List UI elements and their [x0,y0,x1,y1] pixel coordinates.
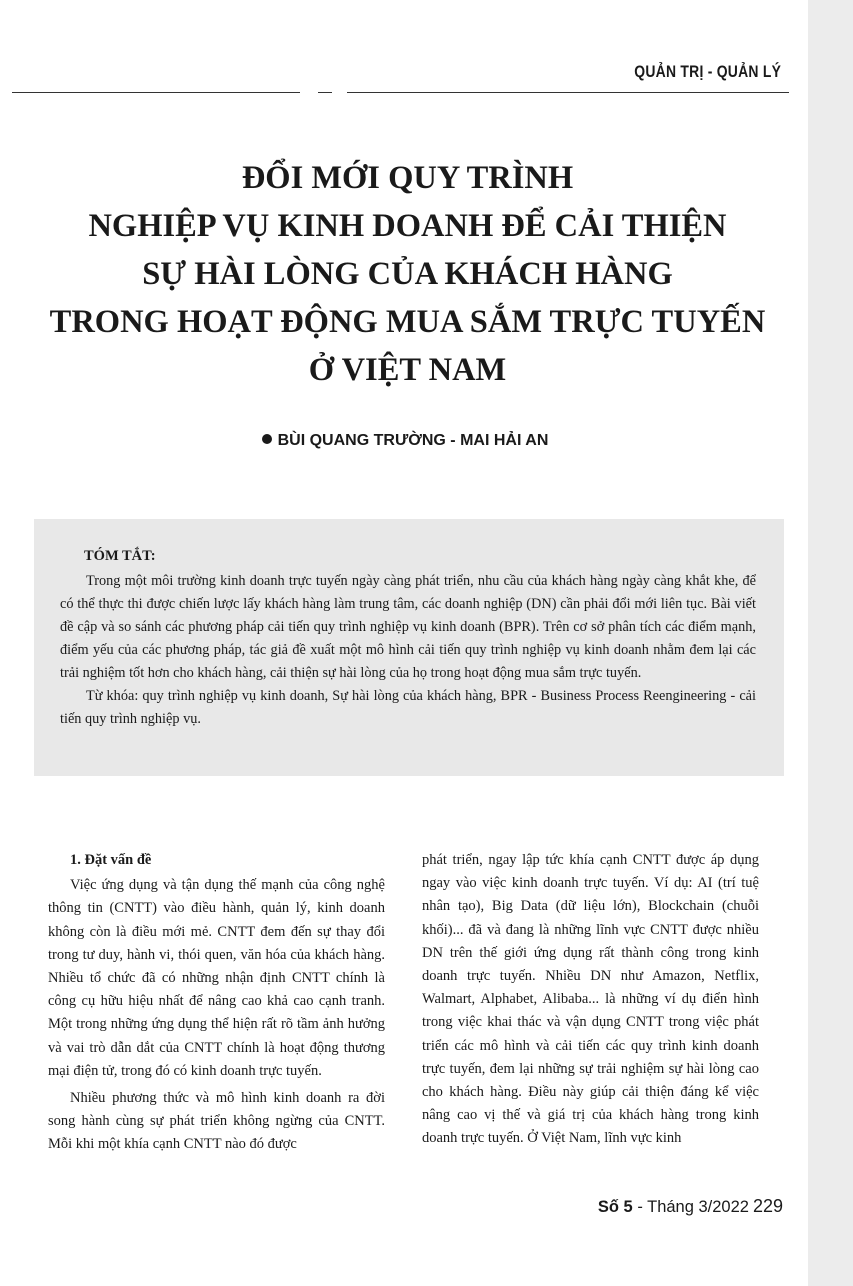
paragraph: Nhiều phương thức và mô hình kinh doanh ra đời song hành cùng sự phát triển không ngừng của CNTT. Mỗi khi một khía cạnh CNTT nào đó được [48,1090,385,1153]
title-line: TRONG HOẠT ĐỘNG MUA SẮM TRỰC TUYẾN [49,304,766,340]
bullet-icon [262,434,272,444]
title-line: Ở VIỆT NAM [308,352,507,388]
title-line: NGHIỆP VỤ KINH DOANH ĐỂ CẢI THIỆN [88,208,727,244]
section-label: QUẢN TRỊ - QUẢN LÝ [634,62,781,81]
author-names: BÙI QUANG TRƯỜNG - MAI HẢI AN [277,432,549,449]
paragraph: Việc ứng dụng và tận dụng thế mạnh của công nghệ thông tin (CNTT) vào điều hành, quản lý, kinh doanh không còn là điều mới mẻ. CNTT đem đến sự thay đổi trong tư duy, hành vi, thói quen, văn hóa của khách hàng. Nhiều tổ chức đã có những nhận định CNTT chính là công cụ hữu hiệu nhất để nâng cao khả cao cạnh tranh. Một trong những ứng dụng thể hiện rất rõ tầm ảnh hưởng và vai trò dẫn dắt của CNTT chính là hoạt động thương mại điện tử, trong đó có kinh doanh trực tuyến. [48,877,385,1079]
issue-date: Tháng 3/2022 [647,1198,749,1216]
abstract-body: Trong một môi trường kinh doanh trực tuyến ngày càng phát triển, nhu cầu của khách hàng ngày càng khắt khe, để có thể thực thi được chiến lược lấy khách hàng làm trung tâm, các doanh nghiệp (DN) cần phải đổi mới liên tục. Bài viết đề cập và so sánh các phương pháp cải tiến quy trình nghiệp vụ kinh doanh (BPR). Trên cơ sở phân tích các điểm mạnh, điểm yếu của các phương pháp, tác giả đề xuất một mô hình cải tiến quy trình nghiệp vụ kinh doanh nhằm đem lại các trải nghiệm tốt hơn cho khách hàng, cải thiện sự hài lòng của họ trong hoạt động mua sắm trực tuyến. [60,573,756,681]
abstract-heading: TÓM TẮT: [84,548,156,564]
authors [0,432,810,450]
page-number: 229 [752,1196,783,1216]
header-rule-short [318,92,332,93]
body-column-left [48,849,385,1157]
abstract-keywords: Từ khóa: quy trình nghiệp vụ kinh doanh, Sự hài lòng của khách hàng, BPR - Business Process Reengineering - cải tiến quy trình nghiệp vụ. [60,688,756,727]
article-title [40,154,775,394]
body-column-right [422,849,759,1151]
header-rule-left [12,92,300,93]
header-rule-right [347,92,789,93]
section-heading: 1. Đặt vấn đề [70,852,152,868]
abstract-box [34,519,784,776]
title-line: ĐỔI MỚI QUY TRÌNH [241,160,574,196]
issue-number: Số 5 [597,1198,633,1216]
page-footer [598,1196,783,1217]
footer-separator: - [632,1198,648,1216]
title-line: SỰ HÀI LÒNG CỦA KHÁCH HÀNG [142,256,673,292]
page-edge-shadow [808,0,853,1286]
paragraph: phát triển, ngay lập tức khía cạnh CNTT được áp dụng ngay vào việc kinh doanh trực tuyến. Ví dụ: AI (trí tuệ nhân tạo), Big Data (dữ liệu lớn), Blockchain (chuỗi khối)... đã và đang là những lĩnh vực CNTT được nhiều DN trên thế giới ứng dụng rất thành công trong kinh doanh trực tuyến. Nhiều DN như Amazon, Netflix, Walmart, Alphabet, Alibaba... là những ví dụ điển hình trong việc khai thác và vận dụng CNTT trong việc phát triển các mô hình và cải tiến các quy trình kinh doanh trực tuyến, đem lại những sự trải nghiệm sự hài lòng cao cho khách hàng. Điều này giúp cải thiện đáng kể việc nâng cao vị thế và giá trị của khách hàng trong kinh doanh trực tuyến. Ở Việt Nam, lĩnh vực kinh [422,852,759,1147]
